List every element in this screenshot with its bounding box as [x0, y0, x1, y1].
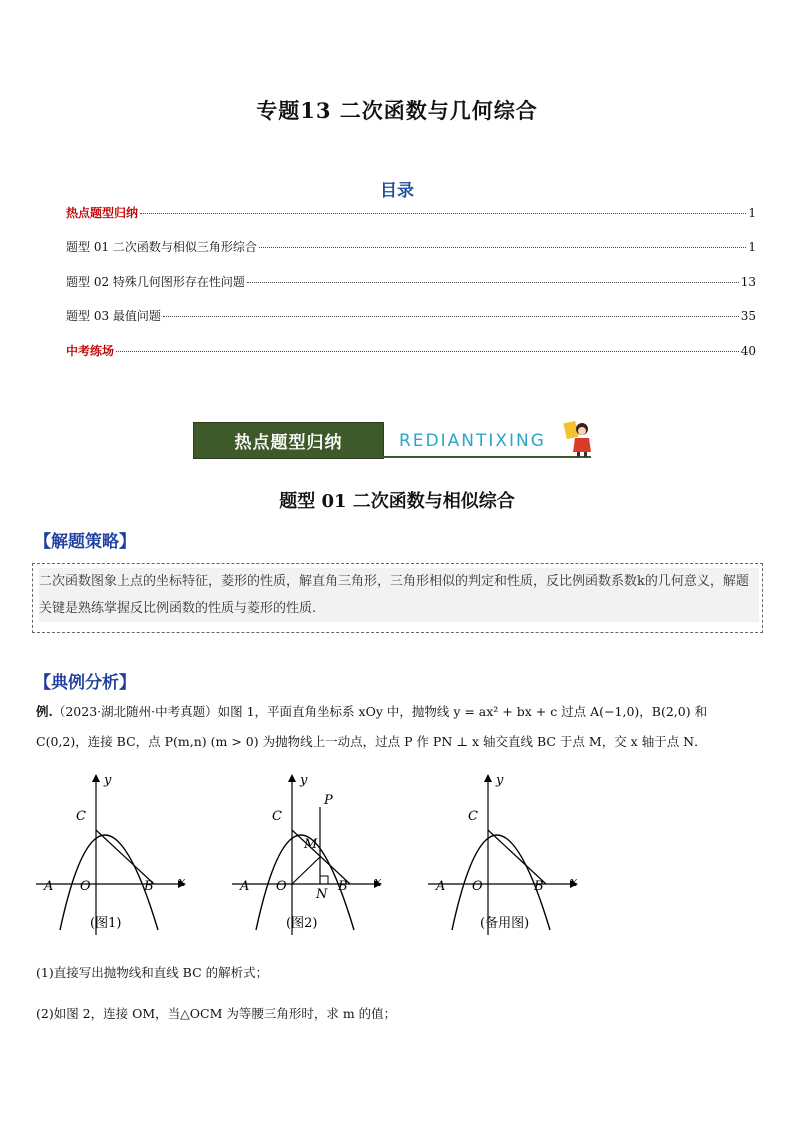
section-banner [193, 422, 591, 459]
question-1: (1)直接写出抛物线和直线 BC 的解析式； [36, 965, 269, 980]
toc-leader [116, 351, 739, 352]
toc-row-page: 40 [740, 344, 756, 358]
example-text: （2023·湖北随州·中考真题）如图 1，平面直角坐标系 xOy 中，抛物线 y = ax² + bx + c 过点 A(−1,0)，B(2,0) 和 [52, 704, 708, 719]
point-label-a: A [240, 879, 250, 894]
strategy-box [32, 563, 763, 633]
figure-backup [428, 770, 588, 940]
x-axis-label: x [374, 875, 382, 890]
toc-leader [247, 282, 739, 283]
toc-row-page: 1 [748, 240, 756, 254]
banner-underline [383, 456, 591, 458]
question-2: (2)如图 2，连接 OM，当△OCM 为等腰三角形时，求 m 的值； [36, 1006, 397, 1021]
point-label-b: B [338, 879, 348, 894]
toc-row[interactable] [66, 204, 756, 220]
x-axis-label: x [178, 875, 186, 890]
point-label-c: C [76, 809, 86, 824]
figure-2 [232, 770, 392, 940]
point-label-m: M [304, 837, 318, 852]
y-axis-label: y [300, 773, 308, 788]
page-title: 专题13 二次函数与几何综合 [256, 98, 538, 123]
toc-row-page: 1 [748, 206, 756, 220]
point-label-p: P [324, 793, 333, 808]
toc-row[interactable] [66, 238, 756, 254]
girl-mascot-icon [563, 418, 593, 458]
x-axis-label: x [570, 875, 578, 890]
figure-1 [36, 770, 196, 940]
example-heading: 【典例分析】 [34, 673, 136, 693]
point-label-n: N [316, 887, 328, 902]
toc-row[interactable] [66, 307, 756, 323]
toc-leader [163, 316, 739, 317]
toc-row-label: 热点题型归纳 [66, 206, 139, 220]
point-label-o: O [80, 879, 91, 894]
toc-row-label: 题型 01 二次函数与相似三角形综合 [66, 240, 257, 254]
point-label-a: A [436, 879, 446, 894]
example-line-2: C(0,2)，连接 BC，点 P(m,n) (m > 0) 为抛物线上一动点，过点 P 作 PN ⊥ x 轴交直线 BC 于点 M，交 x 轴于点 N． [36, 734, 707, 749]
y-axis-label: y [496, 773, 504, 788]
point-label-b: B [534, 879, 544, 894]
figure-caption: (备用图) [480, 916, 530, 931]
strategy-text: 二次函数图象上点的坐标特征，菱形的性质，解直角三角形，三角形相似的判定和性质，反比例函数系数k的几何意义，解题关键是熟练掌握反比例函数的性质与菱形的性质. [39, 568, 759, 622]
toc-row[interactable] [66, 273, 756, 289]
figure-caption: (图2) [286, 916, 318, 931]
example-line-1 [36, 702, 707, 722]
point-label-o: O [472, 879, 483, 894]
point-label-c: C [272, 809, 282, 824]
toc-row-label: 中考练场 [66, 344, 115, 358]
section-title: 题型 01 二次函数与相似综合 [279, 491, 515, 512]
toc-leader [140, 213, 746, 214]
point-label-b: B [144, 879, 154, 894]
point-label-c: C [468, 809, 478, 824]
banner-label: 热点题型归纳 [193, 422, 384, 459]
toc-row-label: 题型 03 最值问题 [66, 309, 161, 323]
figure-caption: (图1) [90, 916, 122, 931]
toc-row-page: 35 [740, 309, 756, 323]
toc-heading: 目录 [380, 181, 414, 201]
y-axis-label: y [104, 773, 112, 788]
toc-leader [259, 247, 746, 248]
point-label-a: A [44, 879, 54, 894]
banner-subtitle: REDIANTIXING [399, 431, 546, 451]
strategy-heading: 【解题策略】 [34, 532, 136, 552]
point-label-o: O [276, 879, 287, 894]
toc-row[interactable] [66, 342, 756, 358]
example-label: 例. [36, 704, 53, 719]
toc-row-label: 题型 02 特殊几何图形存在性问题 [66, 275, 245, 289]
toc-row-page: 13 [740, 275, 756, 289]
